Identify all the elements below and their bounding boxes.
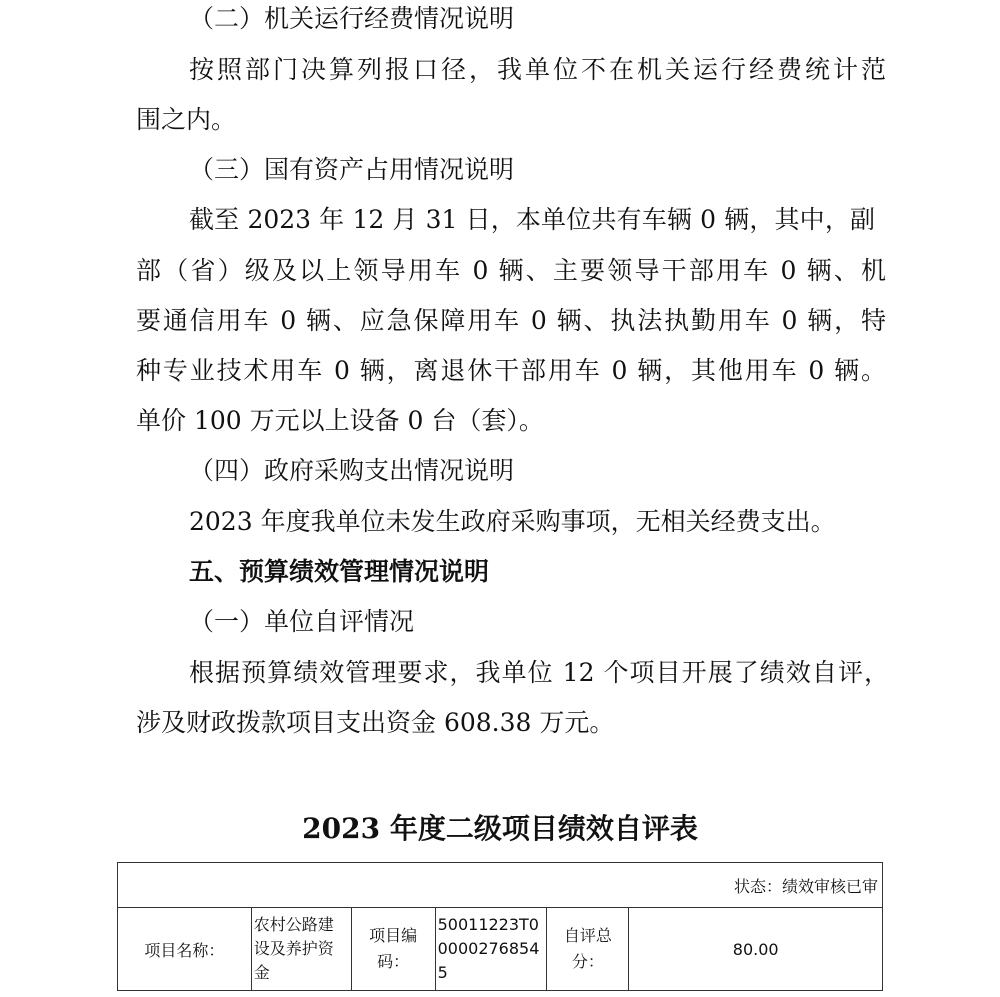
project-code-label: 项目编码： [369,926,418,971]
paragraph-line: 种专业技术用车 0 辆，离退休干部用车 0 辆，其他用车 0 辆。 [136,356,886,385]
section-heading-government-procurement: （四）政府采购支出情况说明 [189,456,515,485]
self-score-value: 80.00 [629,908,883,991]
performance-self-evaluation-table [117,862,883,991]
paragraph-line: 2023 年度我单位未发生政府采购事项，无相关经费支出。 [189,507,836,536]
chapter-heading-performance-management: 五、预算绩效管理情况说明 [189,557,490,586]
paragraph-line: 围之内。 [136,105,237,134]
paragraph-line: 截至 2023 年 12 月 31 日，本单位共有车辆 0 辆，其中，副 [189,205,875,234]
section-heading-state-assets: （三）国有资产占用情况说明 [189,155,515,184]
paragraph-line: 要通信用车 0 辆、应急保障用车 0 辆、执法执勤用车 0 辆，特 [136,306,886,335]
paragraph-line: 按照部门决算列报口径，我单位不在机关运行经费统计范 [189,55,886,84]
project-code-label-cell [351,908,435,991]
paragraph-line: 单价 100 万元以上设备 0 台（套）。 [136,406,544,435]
paragraph-line: 涉及财政拨款项目支出资金 608.38 万元。 [136,708,615,737]
paragraph-line: 根据预算绩效管理要求，我单位 12 个项目开展了绩效自评， [189,658,889,687]
project-name-label: 项目名称： [118,908,252,991]
self-score-label-cell [547,908,629,991]
section-heading-self-evaluation: （一）单位自评情况 [189,607,415,636]
project-name-value: 农村公路建设及养护资金 [251,908,351,991]
section-heading-operating-expenses: （二）机关运行经费情况说明 [189,4,515,33]
paragraph-line: 部（省）级及以上领导用车 0 辆、主要领导干部用车 0 辆、机 [136,256,886,285]
table-title: 2023 年度二级项目绩效自评表 [302,812,698,845]
project-code-value: 50011223T000002768545 [435,908,547,991]
status-cell: 状态：绩效审核已审 [118,863,883,908]
self-score-label: 自评总分： [563,926,612,971]
